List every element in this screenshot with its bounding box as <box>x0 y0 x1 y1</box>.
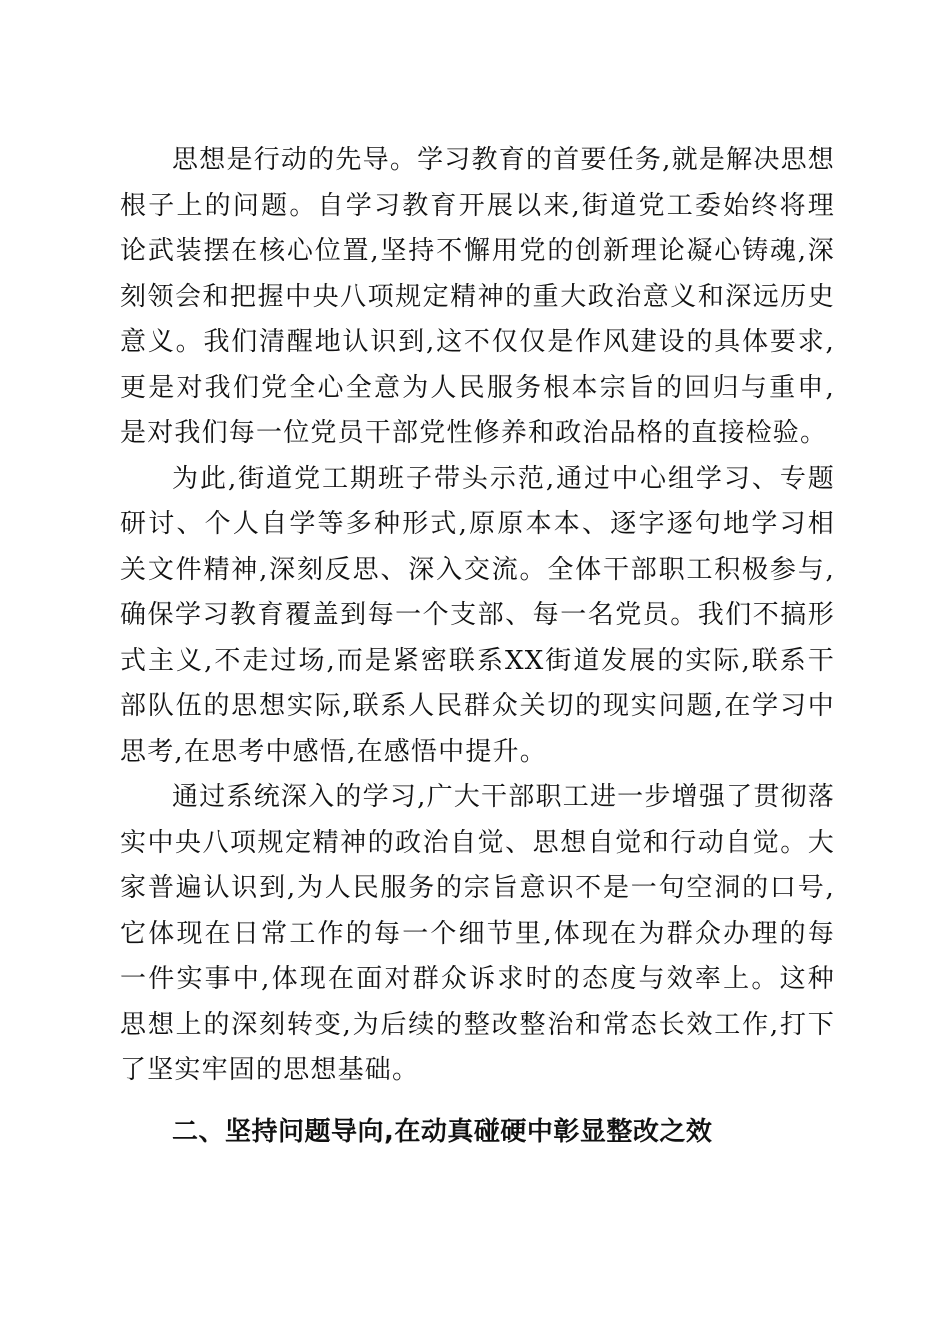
paragraph-leadership-study: 为此,街道党工期班子带头示范,通过中心组学习、专题研讨、个人自学等多种形式,原原本本、逐字逐句地学习相关文件精神,深刻反思、深入交流。全体干部职工积极参与,确保学习教育覆盖到每一个支部、每一名党员。我们不搞形式主义,不走过场,而是紧密联系XX街道发展的实际,联系干部队伍的思想实际,联系人民群众关切的现实问题,在学习中思考,在思考中感悟,在感悟中提升。 <box>120 463 835 767</box>
document-body <box>120 138 835 1155</box>
paragraph-study-results: 通过系统深入的学习,广大干部职工进一步增强了贯彻落实中央八项规定精神的政治自觉、思想自觉和行动自觉。大家普遍认识到,为人民服务的宗旨意识不是一句空洞的口号,它体现在日常工作的每一个细节里,体现在为群众办理的每一件实事中,体现在面对群众诉求时的态度与效率上。这种思想上的深刻转变,为后续的整改整治和常态长效工作,打下了坚实牢固的思想基础。 <box>120 782 835 1085</box>
paragraph-thought-guidance: 思想是行动的先导。学习教育的首要任务,就是解决思想根子上的问题。自学习教育开展以来,街道党工委始终将理论武装摆在核心位置,坚持不懈用党的创新理论凝心铸魂,深刻领会和把握中央八项规定精神的重大政治意义和深远历史意义。我们清醒地认识到,这不仅仅是作风建设的具体要求,更是对我们党全心全意为人民服务根本宗旨的回归与重申,是对我们每一位党员干部党性修养和政治品格的直接检验。 <box>120 145 835 448</box>
section-heading: 二、坚持问题导向,在动真碰硬中彰显整改之效 <box>172 1116 713 1147</box>
